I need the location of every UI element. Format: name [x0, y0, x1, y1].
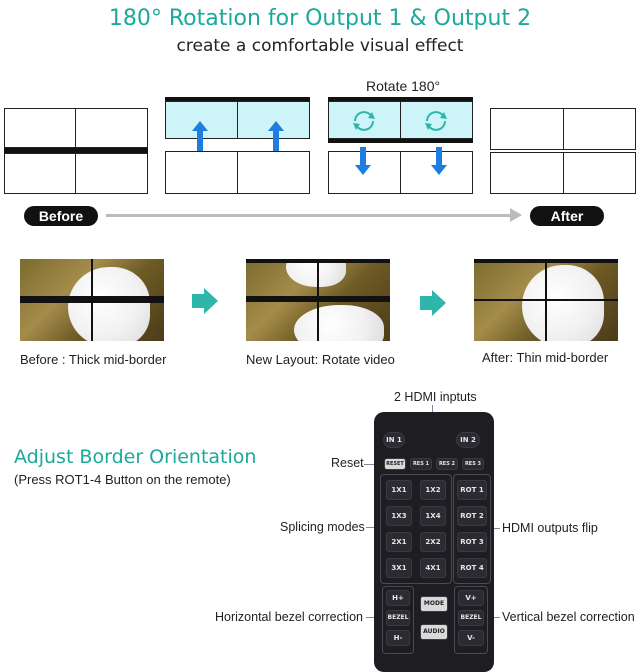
dog-image [522, 265, 604, 341]
in2-button[interactable]: IN 2 [456, 432, 480, 448]
v-plus-button[interactable]: V+ [458, 590, 484, 606]
caption-after: After: Thin mid-border [482, 350, 609, 365]
screen-panel [563, 152, 636, 194]
rotate-icon [422, 109, 450, 133]
remote-control [374, 412, 494, 672]
rot1-button[interactable]: ROT 1 [457, 480, 487, 500]
screen-panel [4, 108, 76, 148]
wall-shift [165, 97, 310, 194]
caption-before: Before : Thick mid-border [20, 352, 167, 367]
rotate-label: Rotate 180° [366, 78, 441, 94]
thick-border [328, 139, 473, 143]
v-minus-button[interactable]: V- [458, 630, 484, 646]
screen-panel [490, 152, 564, 194]
res2-button[interactable]: RES 2 [436, 458, 458, 470]
dog-image [68, 267, 150, 341]
mode-2x1-button[interactable]: 2X1 [386, 532, 412, 552]
screen-panel [237, 151, 310, 194]
label-splicing: Splicing modes [280, 520, 365, 534]
arrow-down-icon [355, 147, 371, 175]
h-bezel-button[interactable]: BEZEL [386, 610, 410, 626]
teal-arrow-icon [192, 288, 218, 314]
h-plus-button[interactable]: H+ [386, 590, 410, 606]
mode-1x1-button[interactable]: 1X1 [386, 480, 412, 500]
teal-arrow-icon [420, 290, 446, 316]
adjust-title: Adjust Border Orientation [14, 446, 257, 468]
mode-4x1-button[interactable]: 4X1 [420, 558, 446, 578]
reset-button[interactable]: RESET [384, 458, 406, 470]
arrow-up-icon [192, 121, 208, 151]
rotate-icon [350, 109, 378, 133]
v-bezel-button[interactable]: BEZEL [458, 610, 484, 626]
label-hbezel: Horizontal bezel correction [215, 610, 363, 624]
wall-before [4, 108, 148, 194]
in1-button[interactable]: IN 1 [383, 432, 405, 448]
timeline-line [106, 214, 516, 217]
photo-before [20, 259, 164, 341]
rot2-button[interactable]: ROT 2 [457, 506, 487, 526]
audio-button[interactable]: AUDIO [420, 624, 448, 640]
caption-rotated: New Layout: Rotate video [246, 352, 395, 367]
arrow-down-icon [431, 147, 447, 175]
screen-panel [75, 108, 148, 148]
after-pill: After [530, 206, 604, 226]
h-minus-button[interactable]: H- [386, 630, 410, 646]
screen-panel [75, 153, 148, 194]
label-reset: Reset [331, 456, 364, 470]
res3-button[interactable]: RES 3 [462, 458, 484, 470]
before-pill: Before [24, 206, 98, 226]
screen-panel [165, 151, 238, 194]
mode-button[interactable]: MODE [420, 596, 448, 612]
mode-1x4-button[interactable]: 1X4 [420, 506, 446, 526]
timeline-arrow-icon [510, 208, 522, 222]
page-subtitle: create a comfortable visual effect [176, 36, 464, 56]
wall-rotate [328, 97, 473, 194]
mode-2x2-button[interactable]: 2X2 [420, 532, 446, 552]
rot3-button[interactable]: ROT 3 [457, 532, 487, 552]
label-vbezel: Vertical bezel correction [502, 610, 635, 624]
photo-rotated [246, 259, 390, 341]
res1-button[interactable]: RES 1 [410, 458, 432, 470]
mode-3x1-button[interactable]: 3X1 [386, 558, 412, 578]
label-inputs: 2 HDMI inptuts [394, 390, 477, 404]
screen-panel [563, 108, 636, 150]
screen-panel [490, 108, 564, 150]
page-title: 180° Rotation for Output 1 & Output 2 [108, 6, 532, 31]
label-flip: HDMI outputs flip [502, 521, 598, 535]
wall-after [490, 108, 636, 194]
rot4-button[interactable]: ROT 4 [457, 558, 487, 578]
adjust-subtitle: (Press ROT1-4 Button on the remote) [14, 472, 231, 487]
screen-panel [4, 153, 76, 194]
photo-after [474, 259, 618, 341]
arrow-up-icon [268, 121, 284, 151]
mode-1x3-button[interactable]: 1X3 [386, 506, 412, 526]
mode-1x2-button[interactable]: 1X2 [420, 480, 446, 500]
